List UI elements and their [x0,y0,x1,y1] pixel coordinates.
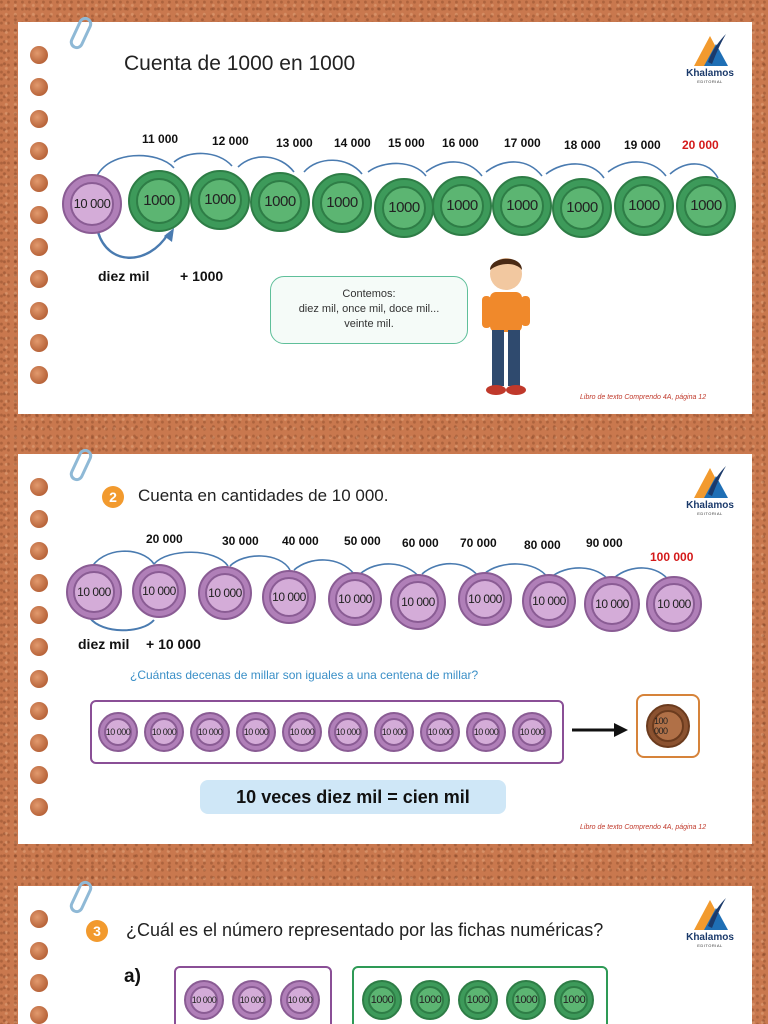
coin-10000: 10 000 [646,576,702,632]
question-text: ¿Cuántas decenas de millar son iguales a una centena de millar? [130,668,479,682]
count-label: 12 000 [212,134,249,148]
coin-1000: 1000 [458,980,498,1020]
coin-10000: 10 000 [584,576,640,632]
answer-banner: 10 veces diez mil = cien mil [200,780,506,814]
label-plus: + 10 000 [146,636,201,652]
coin-10000: 10 000 [466,712,506,752]
binder-hole [30,910,48,928]
bubble-line: diez mil, once mil, doce mil... [298,303,440,315]
binder-hole [30,974,48,992]
slide-3 [18,886,752,1024]
coin-10000: 10 000 [512,712,552,752]
count-label: 80 000 [524,538,561,552]
khalamos-logo: Khalamos EDITORIAL [678,896,742,956]
coin-10000: 10 000 [144,712,184,752]
coin-10000: 10 000 [374,712,414,752]
slide-title: Cuenta de 1000 en 1000 [124,52,356,75]
count-label: 60 000 [402,536,439,550]
count-label: 18 000 [564,138,601,152]
coin-10000: 10 000 [236,712,276,752]
coin-1000: 1000 [374,178,434,238]
coin-1000: 1000 [676,176,736,236]
exercise-title: Cuenta en cantidades de 10 000. [138,486,389,505]
source-credit: Libro de texto Comprendo 4A, página 12 [580,394,707,401]
coin-10000: 10 000 [262,570,316,624]
exercise-number: 2 [102,486,124,508]
coin-1000: 1000 [554,980,594,1020]
coin-10000: 10 000 [390,574,446,630]
count-label-final: 20 000 [682,138,719,152]
coin-10000: 10 000 [132,564,186,618]
count-label: 11 000 [142,132,179,146]
coin-1000: 1000 [432,176,492,236]
boy-illustration [470,252,540,400]
exercise-title: ¿Cuál es el número representado por las fichas numéricas? [126,920,604,940]
coin-10000: 10 000 [282,712,322,752]
count-label: 17 000 [504,136,541,150]
binder-hole [30,942,48,960]
slide-2 [18,454,752,844]
part-label: a) [124,966,141,987]
count-label: 13 000 [276,136,313,150]
coin-10000: 10 000 [198,566,252,620]
coin-10000: 10 000 [184,980,224,1020]
coin-10000: 10 000 [98,712,138,752]
slide-1 [18,22,752,414]
coin-1000: 1000 [250,172,310,232]
count-label: 70 000 [460,536,497,550]
count-label: 40 000 [282,534,319,548]
coin-1000: 1000 [312,173,372,233]
coin-1000: 1000 [614,176,674,236]
coin-10000: 10 000 [328,572,382,626]
coin-10000: 10 000 [66,564,122,620]
bubble-line: veinte mil. [344,318,394,330]
label-plus: + 1000 [180,268,224,284]
count-label: 16 000 [442,136,479,150]
source-credit: Libro de texto Comprendo 4A, página 12 [580,824,707,831]
arrow-right-icon [570,720,630,740]
coin-1000: 1000 [492,176,552,236]
coin-1000: 1000 [552,178,612,238]
coin-10000: 10 000 [522,574,576,628]
khalamos-logo: Khalamos EDITORIAL [678,464,742,524]
count-label: 90 000 [586,536,623,550]
coin-100000: 100 000 [646,704,690,748]
coin-10000: 10 000 [328,712,368,752]
coin-10000: 10 000 [458,572,512,626]
count-label: 50 000 [344,534,381,548]
khalamos-logo: Khalamos EDITORIAL [678,32,742,92]
count-label-final: 100 000 [650,550,694,564]
coin-10000: 10 000 [62,174,122,234]
paperclip-icon [67,879,94,916]
speech-bubble [270,276,468,344]
coin-1000: 1000 [506,980,546,1020]
count-label: 15 000 [388,136,425,150]
coin-1000: 1000 [190,170,250,230]
coin-1000: 1000 [128,170,190,232]
exercise-number: 3 [86,920,108,942]
coin-10000: 10 000 [420,712,460,752]
bubble-line: Contemos: [342,288,396,300]
count-label: 14 000 [334,136,371,150]
coin-10000: 10 000 [280,980,320,1020]
count-label: 20 000 [146,532,183,546]
coin-1000: 1000 [362,980,402,1020]
coin-10000: 10 000 [190,712,230,752]
coin-1000: 1000 [410,980,450,1020]
count-label: 19 000 [624,138,661,152]
label-diez-mil: diez mil [78,636,130,652]
coin-10000: 10 000 [232,980,272,1020]
label-diez-mil: diez mil [98,268,150,284]
binder-hole [30,1006,48,1024]
count-label: 30 000 [222,534,259,548]
